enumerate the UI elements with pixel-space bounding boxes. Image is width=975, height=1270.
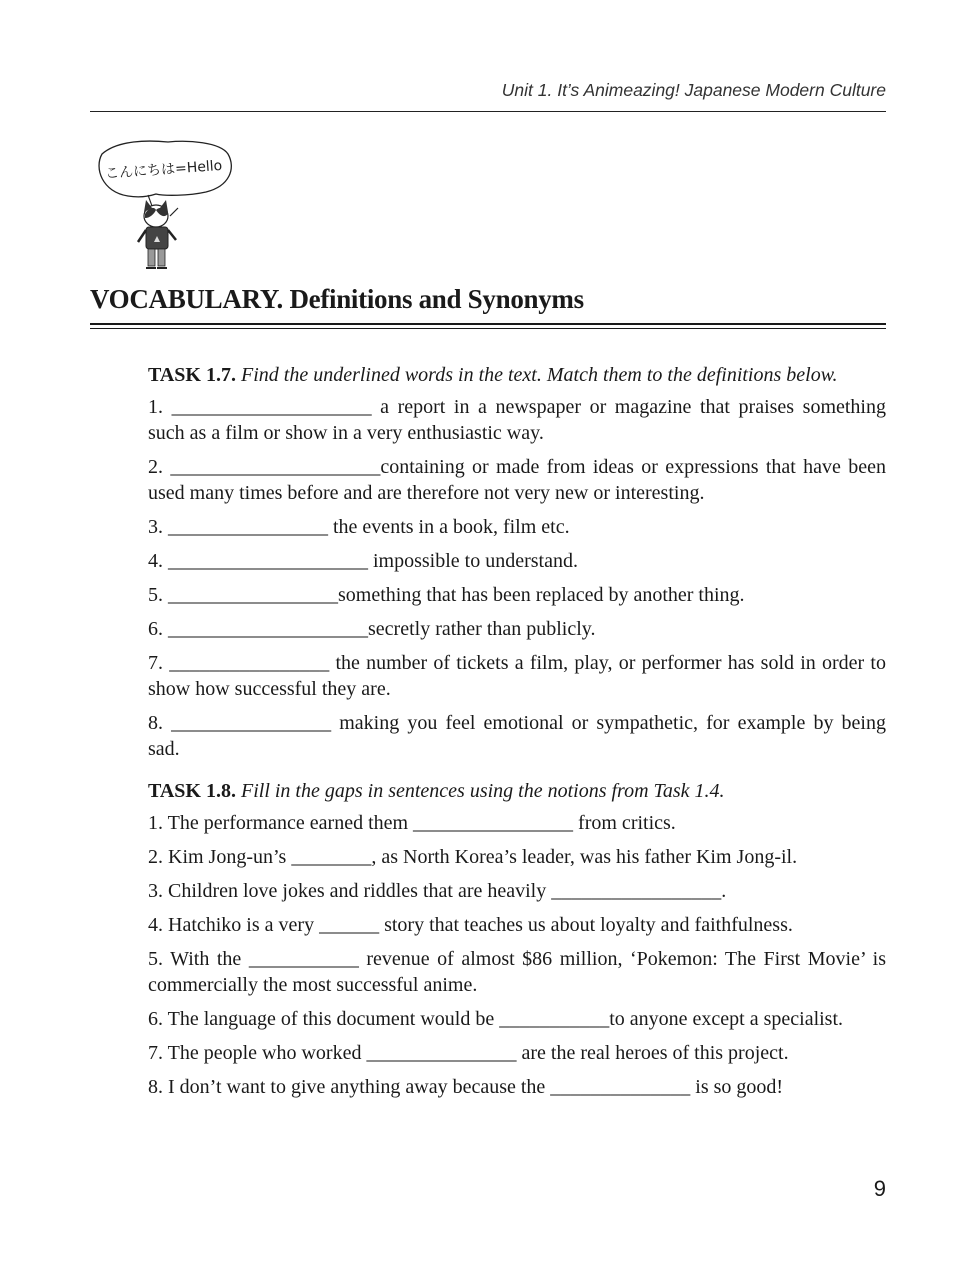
task-1-7-instruction: Find the underlined words in the text. Match them to the definitions below. — [240, 364, 838, 386]
title-divider-thin — [90, 328, 886, 329]
task-1-7-heading — [148, 362, 886, 388]
title-divider-thick — [90, 323, 886, 325]
task-1-8-item: 5. With the ___________ revenue of almost $86 million, ‘Pokemon: The First Movie’ is commercially the most successful anime. — [148, 948, 886, 996]
task-1-8-label: TASK 1.8. — [148, 780, 236, 802]
task-1-7-item: 2. _____________________containing or made from ideas or expressions that have been used many times before and are therefore not very new or interesting. — [148, 456, 886, 504]
task-1-8-item: 8. I don’t want to give anything away because the ______________ is so good! — [148, 1076, 784, 1098]
task-1-7-label: TASK 1.7. — [148, 364, 236, 386]
section-title: VOCABULARY. Definitions and Synonyms — [90, 284, 584, 314]
task-1-8-item: 2. Kim Jong-un’s ________, as North Korea’s leader, was his father Kim Jong-il. — [148, 846, 798, 868]
worksheet-content — [148, 362, 886, 1108]
anime-character-icon — [138, 200, 178, 268]
task-1-8-item: 1. The performance earned them ________________ from critics. — [148, 812, 676, 834]
task-1-8-heading — [148, 778, 886, 804]
task-1-7-item: 6. ____________________secretly rather than publicly. — [148, 618, 596, 640]
header-divider — [90, 111, 886, 112]
task-1-7-item: 8. ________________ making you feel emotional or sympathetic, for example by being sad. — [148, 712, 886, 760]
task-1-8-item: 7. The people who worked _______________ are the real heroes of this project. — [148, 1042, 789, 1064]
speech-bubble-text: こんにちは=Hello — [104, 157, 223, 183]
task-1-8-item: 3. Children love jokes and riddles that are heavily _________________. — [148, 880, 727, 902]
task-1-7-item: 3. ________________ the events in a book, film etc. — [148, 516, 570, 538]
page-number: 9 — [873, 1176, 886, 1201]
task-1-7-item: 7. ________________ the number of tickets a film, play, or performer has sold in order to show how successful they are. — [148, 652, 886, 700]
mascot-illustration — [88, 138, 238, 273]
task-1-7-item: 4. ____________________ impossible to understand. — [148, 550, 578, 572]
task-1-8-instruction: Fill in the gaps in sentences using the notions from Task 1.4. — [240, 780, 725, 802]
task-1-8-item: 6. The language of this document would be ___________to anyone except a specialist. — [148, 1008, 844, 1030]
task-1-8-item: 4. Hatchiko is a very ______ story that teaches us about loyalty and faithfulness. — [148, 914, 793, 936]
task-1-7-item: 5. _________________something that has been replaced by another thing. — [148, 584, 745, 606]
running-head: Unit 1. It’s Animeazing! Japanese Modern Culture — [501, 80, 886, 100]
task-1-7-item: 1. ____________________ a report in a newspaper or magazine that praises something such as a film or show in a very enthusiastic way. — [148, 396, 886, 444]
